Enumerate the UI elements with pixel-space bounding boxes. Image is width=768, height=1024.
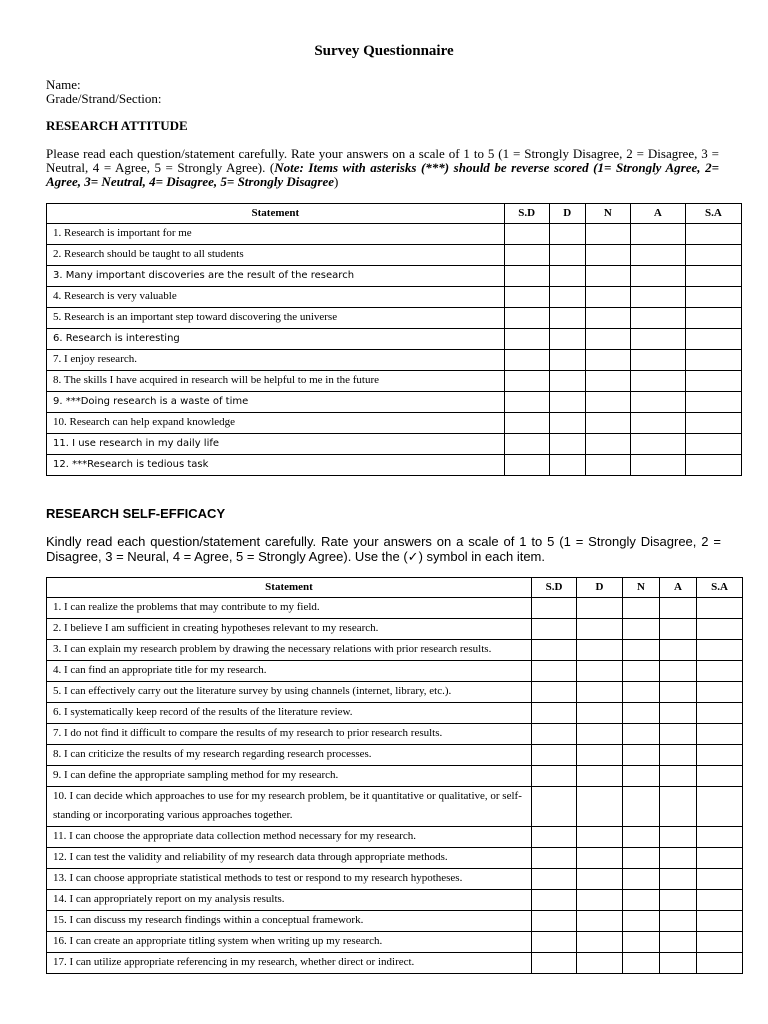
rating-box-d[interactable] xyxy=(577,827,623,848)
rating-box-sd[interactable] xyxy=(532,598,577,619)
rating-box-sd[interactable] xyxy=(504,266,549,287)
table-row xyxy=(47,455,742,476)
table-row xyxy=(47,350,742,371)
rating-box-n[interactable] xyxy=(585,224,630,245)
rating-box-d[interactable] xyxy=(549,266,585,287)
rating-box-a[interactable] xyxy=(660,932,697,953)
statement-cell: 16. I can create an appropriate titling system when writing up my research. xyxy=(47,932,532,953)
rating-box-sd[interactable] xyxy=(504,308,549,329)
rating-box-sd[interactable] xyxy=(532,932,577,953)
statement-cell: 2. I believe I am sufficient in creating hypotheses relevant to my research. xyxy=(47,619,532,640)
rating-box-sa[interactable] xyxy=(697,911,743,932)
section-heading-research-self-efficacy: RESEARCH SELF-EFFICACY xyxy=(46,506,226,521)
table-row xyxy=(47,434,742,455)
rating-box-sd[interactable] xyxy=(532,766,577,787)
statement-cell: 10. Research can help expand knowledge xyxy=(47,413,505,434)
column-header-statement: Statement xyxy=(47,578,532,598)
rating-box-d[interactable] xyxy=(549,350,585,371)
rating-box-d[interactable] xyxy=(577,766,623,787)
rating-box-a[interactable] xyxy=(660,911,697,932)
rating-box-n[interactable] xyxy=(623,953,660,974)
table-row xyxy=(47,745,743,766)
column-header-sa: S.A xyxy=(697,578,743,598)
rating-box-d[interactable] xyxy=(549,434,585,455)
statement-cell: 7. I do not find it difficult to compare the results of my research to prior research results. xyxy=(47,724,532,745)
rating-box-sd[interactable] xyxy=(532,890,577,911)
rating-box-a[interactable] xyxy=(660,640,697,661)
rating-box-d[interactable] xyxy=(577,932,623,953)
rating-box-sa[interactable] xyxy=(697,703,743,724)
rating-box-a[interactable] xyxy=(630,245,685,266)
rating-box-a[interactable] xyxy=(660,703,697,724)
rating-box-sa[interactable] xyxy=(685,455,741,476)
statement-cell: 12. I can test the validity and reliability of my research data through appropriate methods. xyxy=(47,848,532,869)
table-header-row xyxy=(47,204,742,224)
table-row xyxy=(47,661,743,682)
rating-box-d[interactable] xyxy=(577,890,623,911)
table-row xyxy=(47,827,743,848)
rating-box-d[interactable] xyxy=(577,661,623,682)
rating-box-sa[interactable] xyxy=(697,766,743,787)
rating-box-a[interactable] xyxy=(630,350,685,371)
rating-box-a[interactable] xyxy=(660,787,697,827)
rating-box-a[interactable] xyxy=(630,392,685,413)
rating-box-sd[interactable] xyxy=(504,224,549,245)
table-row xyxy=(47,703,743,724)
rating-box-d[interactable] xyxy=(549,413,585,434)
section1-instructions xyxy=(46,147,719,189)
rating-box-d[interactable] xyxy=(577,619,623,640)
table-row xyxy=(47,766,743,787)
rating-box-a[interactable] xyxy=(660,953,697,974)
statement-cell: 13. I can choose appropriate statistical methods to test or respond to my research hypotheses. xyxy=(47,869,532,890)
statement-cell: 8. The skills I have acquired in research will be helpful to me in the future xyxy=(47,371,505,392)
table-row xyxy=(47,392,742,413)
rating-box-n[interactable] xyxy=(623,869,660,890)
table-row xyxy=(47,953,743,974)
rating-box-sa[interactable] xyxy=(697,890,743,911)
rating-box-n[interactable] xyxy=(585,371,630,392)
rating-box-sd[interactable] xyxy=(504,287,549,308)
rating-box-sd[interactable] xyxy=(504,245,549,266)
rating-box-d[interactable] xyxy=(549,329,585,350)
rating-box-a[interactable] xyxy=(660,619,697,640)
rating-box-n[interactable] xyxy=(585,455,630,476)
rating-box-n[interactable] xyxy=(623,911,660,932)
rating-box-n[interactable] xyxy=(623,640,660,661)
statement-cell: 6. Research is interesting xyxy=(47,329,505,350)
rating-box-n[interactable] xyxy=(585,287,630,308)
rating-box-a[interactable] xyxy=(630,308,685,329)
table-row xyxy=(47,640,743,661)
rating-box-sd[interactable] xyxy=(504,413,549,434)
column-header-a: A xyxy=(630,204,685,224)
rating-box-a[interactable] xyxy=(630,371,685,392)
rating-box-sa[interactable] xyxy=(697,827,743,848)
rating-box-n[interactable] xyxy=(623,932,660,953)
table-row xyxy=(47,413,742,434)
rating-box-n[interactable] xyxy=(623,682,660,703)
rating-box-d[interactable] xyxy=(577,953,623,974)
table-row xyxy=(47,619,743,640)
table-row xyxy=(47,224,742,245)
section1-instruction-text: Please read each question/statement carefully. Rate your answers on a scale of 1 to 5 (1 = Strongly Disagree, 2 = Disagree, 3 = Neutral, 4 = Agree, 5 = Strongly Agree). ( xyxy=(46,146,719,175)
rating-box-sd[interactable] xyxy=(504,350,549,371)
rating-box-sa[interactable] xyxy=(697,661,743,682)
rating-box-sd[interactable] xyxy=(504,392,549,413)
rating-box-sd[interactable] xyxy=(532,911,577,932)
rating-box-a[interactable] xyxy=(660,724,697,745)
rating-box-n[interactable] xyxy=(585,308,630,329)
rating-box-a[interactable] xyxy=(630,329,685,350)
table-row xyxy=(47,329,742,350)
rating-box-sd[interactable] xyxy=(532,787,577,827)
rating-box-n[interactable] xyxy=(623,724,660,745)
statement-cell: 14. I can appropriately report on my analysis results. xyxy=(47,890,532,911)
table-row xyxy=(47,869,743,890)
rating-box-a[interactable] xyxy=(630,224,685,245)
rating-box-sa[interactable] xyxy=(697,787,743,827)
rating-box-d[interactable] xyxy=(549,245,585,266)
rating-box-n[interactable] xyxy=(585,245,630,266)
rating-box-sd[interactable] xyxy=(532,661,577,682)
research-attitude-table xyxy=(46,203,742,476)
rating-box-sa[interactable] xyxy=(685,266,741,287)
rating-box-n[interactable] xyxy=(623,703,660,724)
statement-cell: 6. I systematically keep record of the results of the literature review. xyxy=(47,703,532,724)
table-row xyxy=(47,245,742,266)
statement-cell: 1. Research is important for me xyxy=(47,224,505,245)
column-header-d: D xyxy=(577,578,623,598)
rating-box-a[interactable] xyxy=(630,434,685,455)
rating-box-d[interactable] xyxy=(549,455,585,476)
rating-box-sa[interactable] xyxy=(697,598,743,619)
rating-box-n[interactable] xyxy=(623,766,660,787)
rating-box-sa[interactable] xyxy=(697,848,743,869)
rating-box-sd[interactable] xyxy=(532,745,577,766)
table-row xyxy=(47,911,743,932)
rating-box-sa[interactable] xyxy=(685,434,741,455)
table-row xyxy=(47,787,743,827)
rating-box-sa[interactable] xyxy=(697,869,743,890)
rating-box-sa[interactable] xyxy=(685,245,741,266)
statement-cell: 9. I can define the appropriate sampling method for my research. xyxy=(47,766,532,787)
rating-box-sa[interactable] xyxy=(685,329,741,350)
statement-cell: 3. Many important discoveries are the result of the research xyxy=(47,266,505,287)
statement-cell: 9. ***Doing research is a waste of time xyxy=(47,392,505,413)
rating-box-d[interactable] xyxy=(577,869,623,890)
rating-box-sa[interactable] xyxy=(685,287,741,308)
statement-cell: 4. Research is very valuable xyxy=(47,287,505,308)
research-self-efficacy-table xyxy=(46,577,743,974)
table-row xyxy=(47,848,743,869)
rating-box-n[interactable] xyxy=(623,890,660,911)
rating-box-n[interactable] xyxy=(585,329,630,350)
statement-cell: 8. I can criticize the results of my research regarding research processes. xyxy=(47,745,532,766)
rating-box-sa[interactable] xyxy=(685,224,741,245)
rating-box-sd[interactable] xyxy=(504,455,549,476)
rating-box-n[interactable] xyxy=(585,413,630,434)
rating-box-sd[interactable] xyxy=(532,682,577,703)
section1-instruction-close: ) xyxy=(334,174,339,189)
rating-box-d[interactable] xyxy=(577,745,623,766)
rating-box-sd[interactable] xyxy=(532,848,577,869)
rating-box-a[interactable] xyxy=(660,598,697,619)
statement-cell: 7. I enjoy research. xyxy=(47,350,505,371)
rating-box-sd[interactable] xyxy=(532,827,577,848)
statement-cell: 11. I use research in my daily life xyxy=(47,434,505,455)
column-header-n: N xyxy=(623,578,660,598)
rating-box-sd[interactable] xyxy=(532,619,577,640)
rating-box-sd[interactable] xyxy=(504,371,549,392)
table-row xyxy=(47,682,743,703)
rating-box-sa[interactable] xyxy=(697,682,743,703)
statement-cell: 17. I can utilize appropriate referencing in my research, whether direct or indirect. xyxy=(47,953,532,974)
rating-box-a[interactable] xyxy=(660,661,697,682)
rating-box-a[interactable] xyxy=(660,869,697,890)
rating-box-a[interactable] xyxy=(660,827,697,848)
table-row xyxy=(47,598,743,619)
rating-box-sd[interactable] xyxy=(532,703,577,724)
rating-box-n[interactable] xyxy=(585,350,630,371)
grade-field-label: Grade/Strand/Section: xyxy=(46,91,162,106)
rating-box-a[interactable] xyxy=(660,890,697,911)
column-header-n: N xyxy=(585,204,630,224)
rating-box-n[interactable] xyxy=(585,266,630,287)
rating-box-sd[interactable] xyxy=(532,869,577,890)
document-title: Survey Questionnaire xyxy=(314,43,454,59)
column-header-a: A xyxy=(660,578,697,598)
column-header-sd: S.D xyxy=(504,204,549,224)
rating-box-sa[interactable] xyxy=(685,392,741,413)
statement-cell: 5. I can effectively carry out the literature survey by using channels (internet, library, etc.). xyxy=(47,682,532,703)
rating-box-a[interactable] xyxy=(630,455,685,476)
rating-box-sa[interactable] xyxy=(685,308,741,329)
column-header-statement: Statement xyxy=(47,204,505,224)
rating-box-a[interactable] xyxy=(630,413,685,434)
rating-box-sd[interactable] xyxy=(532,640,577,661)
name-field-label: Name: xyxy=(46,77,81,92)
rating-box-d[interactable] xyxy=(549,287,585,308)
rating-box-d[interactable] xyxy=(577,598,623,619)
table-row xyxy=(47,724,743,745)
rating-box-sa[interactable] xyxy=(685,350,741,371)
rating-box-sd[interactable] xyxy=(504,329,549,350)
rating-box-sa[interactable] xyxy=(697,640,743,661)
rating-box-a[interactable] xyxy=(630,287,685,308)
table-row xyxy=(47,308,742,329)
rating-box-d[interactable] xyxy=(577,640,623,661)
section2-instructions: Kindly read each question/statement carefully. Rate your answers on a scale of 1 to 5 (1 = Strongly Disagree, 2 = Disagree, 3 = Neural, 4 = Agree, 5 = Strongly Agree). Use the (✓) symbol in each item. xyxy=(46,534,721,564)
table-row xyxy=(47,932,743,953)
statement-cell: 15. I can discuss my research findings within a conceptual framework. xyxy=(47,911,532,932)
rating-box-d[interactable] xyxy=(549,224,585,245)
rating-box-a[interactable] xyxy=(630,266,685,287)
rating-box-d[interactable] xyxy=(549,392,585,413)
rating-box-n[interactable] xyxy=(585,392,630,413)
statement-cell: 3. I can explain my research problem by drawing the necessary relations with prior research results. xyxy=(47,640,532,661)
rating-box-n[interactable] xyxy=(623,661,660,682)
rating-box-d[interactable] xyxy=(577,911,623,932)
rating-box-a[interactable] xyxy=(660,682,697,703)
statement-cell: 5. Research is an important step toward discovering the universe xyxy=(47,308,505,329)
rating-box-sa[interactable] xyxy=(697,745,743,766)
statement-cell: 12. ***Research is tedious task xyxy=(47,455,505,476)
statement-cell: 4. I can find an appropriate title for my research. xyxy=(47,661,532,682)
rating-box-sa[interactable] xyxy=(697,932,743,953)
statement-cell: 1. I can realize the problems that may contribute to my field. xyxy=(47,598,532,619)
rating-box-n[interactable] xyxy=(623,848,660,869)
rating-box-sa[interactable] xyxy=(685,371,741,392)
rating-box-d[interactable] xyxy=(577,724,623,745)
rating-box-a[interactable] xyxy=(660,766,697,787)
rating-box-d[interactable] xyxy=(549,308,585,329)
statement-cell: 10. I can decide which approaches to use for my research problem, be it quantitative or qualitative, or self-standing or incorporating various approaches together. xyxy=(47,787,532,827)
rating-box-d[interactable] xyxy=(577,682,623,703)
rating-box-a[interactable] xyxy=(660,848,697,869)
statement-cell: 11. I can choose the appropriate data collection method necessary for my research. xyxy=(47,827,532,848)
column-header-sa: S.A xyxy=(685,204,741,224)
rating-box-sa[interactable] xyxy=(697,724,743,745)
rating-box-n[interactable] xyxy=(623,598,660,619)
table-header-row xyxy=(47,578,743,598)
rating-box-n[interactable] xyxy=(623,619,660,640)
rating-box-d[interactable] xyxy=(549,371,585,392)
rating-box-n[interactable] xyxy=(585,434,630,455)
column-header-d: D xyxy=(549,204,585,224)
rating-box-d[interactable] xyxy=(577,703,623,724)
rating-box-sd[interactable] xyxy=(532,724,577,745)
section-heading-research-attitude: RESEARCH ATTITUDE xyxy=(46,118,188,133)
rating-box-sa[interactable] xyxy=(697,619,743,640)
table-row xyxy=(47,371,742,392)
rating-box-a[interactable] xyxy=(660,745,697,766)
rating-box-n[interactable] xyxy=(623,745,660,766)
rating-box-sa[interactable] xyxy=(697,953,743,974)
rating-box-n[interactable] xyxy=(623,787,660,827)
rating-box-d[interactable] xyxy=(577,787,623,827)
rating-box-d[interactable] xyxy=(577,848,623,869)
column-header-sd: S.D xyxy=(532,578,577,598)
rating-box-sd[interactable] xyxy=(532,953,577,974)
section1-reverse-score-note: Note: Items with asterisks (***) should be reverse scored (1= Strongly Agree, 2= Agree, 3= Neutral, 4= Disagree, 5= Strongly Disagree xyxy=(46,160,719,189)
rating-box-n[interactable] xyxy=(623,827,660,848)
rating-box-sa[interactable] xyxy=(685,413,741,434)
table-row xyxy=(47,287,742,308)
rating-box-sd[interactable] xyxy=(504,434,549,455)
table-row xyxy=(47,266,742,287)
table-row xyxy=(47,890,743,911)
statement-cell: 2. Research should be taught to all students xyxy=(47,245,505,266)
